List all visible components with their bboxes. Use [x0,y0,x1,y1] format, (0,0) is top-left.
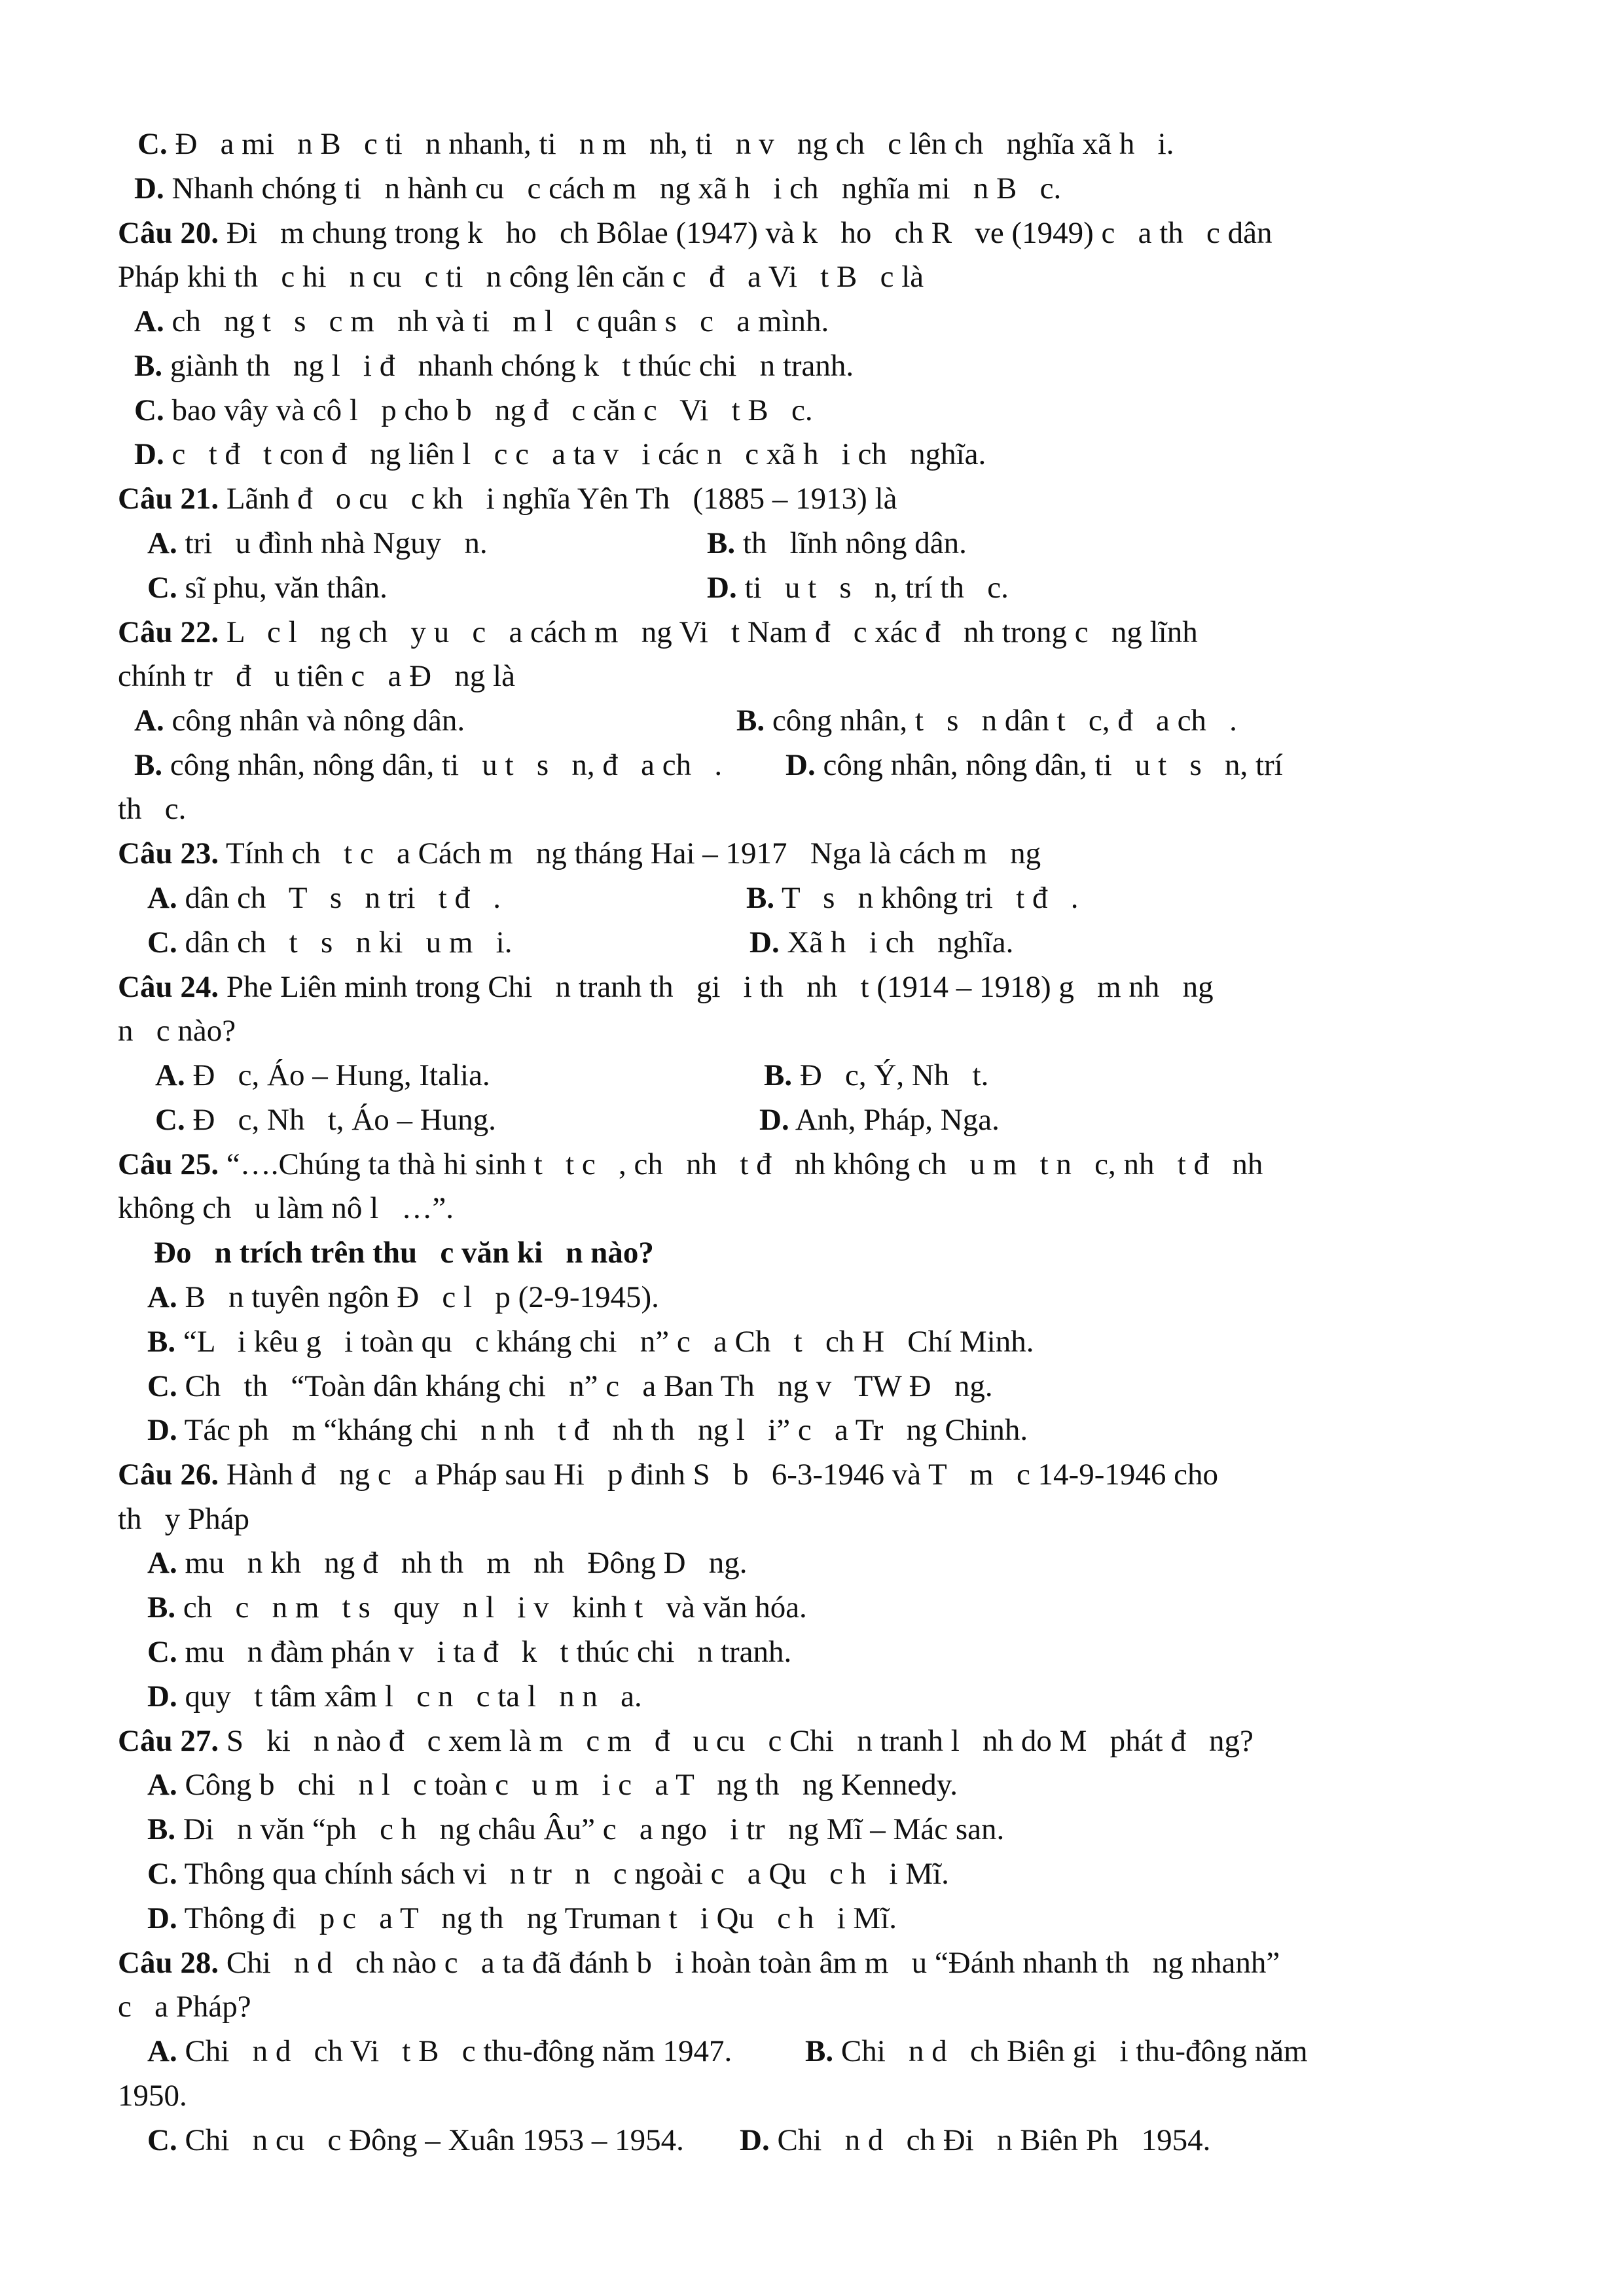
text-line [134,435,986,474]
line-label: B. [147,1590,176,1624]
line-text: c t đ t con đ ng liên l c c a ta v i các n c xã h i ch nghĩa. [164,437,986,471]
line-text: th y Pháp [118,1502,250,1536]
line-label: A. [147,526,177,560]
line-text: c a Pháp? [118,1990,251,2024]
line-label: B. [134,748,163,782]
line-text: Tác ph m “kháng chi n nh t đ nh th ng l i” c a Tr ng Chinh. [177,1413,1028,1447]
line-label: D. [134,437,164,471]
text-line [147,1810,1004,1849]
line-label: Câu 26. [118,1458,219,1492]
line-text: Thông qua chính sách vi n tr n c ngoài c a Qu c h i Mĩ. [177,1857,949,1891]
text-line [147,568,1009,607]
text-line [137,124,1174,164]
line-text: quy t tâm xâm l c n c ta l n n a. [177,1679,642,1713]
line-label: C. [147,925,177,960]
line-label: D. [740,2123,770,2157]
line-text: Tính ch t c a Cách m ng tháng Hai – 1917 Nga là cách m ng [219,836,1041,870]
line-label: B. [764,1058,793,1092]
line-text: tri u đình nhà Nguy n. [177,526,488,560]
line-text: Chi n d ch Đi n Biên Ph 1954. [769,2123,1211,2157]
line-text: ch c n m t s quy n l i v kinh t và văn hóa. [175,1590,807,1624]
text-line [147,1899,897,1938]
line-label: Câu 25. [118,1147,219,1181]
line-text: S ki n nào đ c xem là m c m đ u cu c Chi n tranh l nh do M phát đ ng? [219,1724,1254,1758]
line-text: th lĩnh nông dân. [735,526,967,560]
line-text: Thông đi p c a T ng th ng Truman t i Qu c h i Mĩ. [177,1901,897,1935]
line-text: không ch u làm nô l …”. [118,1191,454,1225]
text-line [118,789,186,829]
line-label: D. [707,571,737,605]
second-option [764,1056,988,1095]
line-text: Hành đ ng c a Pháp sau Hi p đinh S b 6-3-1946 và T m c 14-9-1946 cho [219,1458,1218,1492]
text-line [147,2032,1308,2071]
line-label: Câu 22. [118,615,219,649]
second-option [805,2032,1308,2071]
line-text: ch ng t s c m nh và ti m l c quân s c a mình. [164,304,829,338]
text-line [118,257,924,296]
line-text: “….Chúng ta thà hi sinh t t c , ch nh t đ nh không ch u m t n c, nh t đ nh [219,1147,1263,1181]
text-line [134,701,1237,740]
line-text: 1950. [118,2079,187,2113]
line-label: B. [147,1812,176,1846]
text-line [155,1100,1000,1139]
text-line [134,745,1283,785]
line-text: công nhân, nông dân, ti u t s n, trí [815,748,1283,782]
line-label: D. [785,748,816,782]
line-label: B. [707,526,736,560]
line-label: Câu 21. [118,482,219,516]
line-text: Chi n d ch Vi t B c thu-đông năm 1947. [177,2034,732,2068]
line-label: D. [147,1413,177,1447]
line-text: dân ch T s n tri t đ . [177,881,501,915]
text-line [147,1588,807,1627]
text-line [118,2076,187,2115]
line-label: B. [736,704,765,738]
text-line [118,1987,251,2026]
text-line [118,1499,249,1539]
text-line [118,1455,1218,1494]
text-line [118,1189,454,1228]
line-label: C. [147,1369,177,1403]
text-line [147,1367,993,1406]
text-line [134,302,829,341]
line-text: Đi m chung trong k ho ch Bôlae (1947) và k ho ch R ve (1949) c a th c dân [219,216,1272,250]
line-text: mu n kh ng đ nh th m nh Đông D ng. [177,1546,748,1580]
line-label: A. [134,704,164,738]
line-text: sĩ phu, văn thân. [177,571,388,605]
second-option [736,701,1237,740]
second-option [759,1100,1000,1139]
line-text: Nhanh chóng ti n hành cu c cách m ng xã h i ch nghĩa mi n B c. [164,171,1062,206]
text-line [118,834,1041,873]
line-text: Xã h i ch nghĩa. [779,925,1014,960]
line-label: Câu 23. [118,836,219,870]
text-line [147,1278,659,1317]
line-label: C. [147,571,177,605]
line-label: D. [147,1901,177,1935]
line-label: C. [147,1635,177,1669]
text-line [147,1322,1034,1361]
line-label: Câu 28. [118,1946,219,1980]
line-text: Chi n d ch nào c a ta đã đánh b i hoàn toàn âm m u “Đánh nhanh th ng nhanh” [219,1946,1280,1980]
line-label: D. [749,925,780,960]
line-label: A. [134,304,164,338]
line-text: Di n văn “ph c h ng châu Âu” c a ngo i tr ng Mĩ – Mác san. [175,1812,1005,1846]
text-line [155,1056,989,1095]
second-option [740,2121,1210,2160]
line-label: B. [746,881,775,915]
line-text: chính tr đ u tiên c a Đ ng là [118,659,515,693]
second-option [749,923,1013,962]
line-label: B. [147,1325,176,1359]
text-line [118,656,515,696]
line-text: ti u t s n, trí th c. [736,571,1009,605]
line-text: Chi n cu c Đông – Xuân 1953 – 1954. [177,2123,684,2157]
text-line [118,479,897,518]
line-label: C. [134,393,164,427]
line-text: Đ c, Ý, Nh t. [792,1058,989,1092]
line-text: th c. [118,792,187,826]
text-line [118,213,1272,253]
text-line [134,169,1061,208]
line-text: công nhân, t s n dân t c, đ a ch . [765,704,1237,738]
line-label: A. [147,1546,177,1580]
line-label: C. [137,127,168,161]
text-line [118,1721,1254,1761]
line-text: bao vây và cô l p cho b ng đ c căn c Vi t B c. [164,393,813,427]
text-line [134,391,813,430]
line-text: giành th ng l i đ nhanh chóng k t thúc chi n tranh. [162,349,854,383]
line-label: A. [147,881,177,915]
line-text: Chi n d ch Biên gi i thu-đông năm [833,2034,1308,2068]
line-label: C. [147,1857,177,1891]
line-text: Đ a mi n B c ti n nhanh, ti n m nh, ti n v ng ch c lên ch nghĩa xã h i. [167,127,1174,161]
text-line [147,1410,1028,1450]
line-label: A. [147,1768,177,1802]
line-text: Đ c, Áo – Hung, Italia. [185,1058,490,1092]
line-text: Anh, Pháp, Nga. [789,1103,1000,1137]
second-option [785,745,1283,785]
line-text: công nhân và nông dân. [164,704,465,738]
line-text: Lãnh đ o cu c kh i nghĩa Yên Th (1885 – 1913) là [219,482,897,516]
line-label: Câu 27. [118,1724,219,1758]
text-line [147,878,1079,918]
line-text: “L i kêu g i toàn qu c kháng chi n” c a Ch t ch H Chí Minh. [175,1325,1034,1359]
line-label: Câu 20. [118,216,219,250]
text-line [147,1632,791,1672]
text-line [118,1011,236,1050]
second-option [707,524,967,563]
line-text: n c nào? [118,1014,236,1048]
text-line [147,524,967,563]
text-line [118,1145,1263,1184]
line-label: B. [805,2034,834,2068]
text-line [147,1543,748,1583]
line-text: Đ c, Nh t, Áo – Hung. [185,1103,496,1137]
text-line [147,1854,949,1893]
line-text: T s n không tri t đ . [774,881,1079,915]
line-text: dân ch t s n ki u m i. [177,925,513,960]
text-line [147,923,1014,962]
text-line [134,346,854,386]
line-text: Ch th “Toàn dân kháng chi n” c a Ban Th ng v TW Đ ng. [177,1369,993,1403]
text-line [154,1233,654,1272]
line-text: Đo n trích trên thu c văn ki n nào? [154,1236,654,1270]
line-text: mu n đàm phán v i ta đ k t thúc chi n tranh. [177,1635,792,1669]
line-text: L c l ng ch y u c a cách m ng Vi t Nam đ c xác đ nh trong c ng lĩnh [219,615,1198,649]
line-text: công nhân, nông dân, ti u t s n, đ a ch . [162,748,723,782]
line-text: B n tuyên ngôn Đ c l p (2-9-1945). [177,1280,659,1314]
line-text: Công b chi n l c toàn c u m i c a T ng th ng Kennedy. [177,1768,958,1802]
line-label: D. [147,1679,177,1713]
line-label: D. [759,1103,789,1137]
second-option [746,878,1079,918]
text-line [147,1765,958,1804]
line-label: C. [147,2123,177,2157]
line-label: A. [147,2034,177,2068]
line-label: C. [155,1103,185,1137]
text-line [118,613,1198,652]
text-line [147,2121,1211,2160]
line-label: D. [134,171,164,206]
line-label: B. [134,349,163,383]
line-text: Pháp khi th c hi n cu c ti n công lên căn c đ a Vi t B c là [118,260,924,294]
line-label: A. [155,1058,185,1092]
text-line [147,1677,642,1716]
text-line [118,1943,1280,1982]
text-line [118,967,1214,1007]
line-label: A. [147,1280,177,1314]
line-label: Câu 24. [118,970,219,1004]
line-text: Phe Liên minh trong Chi n tranh th gi i th nh t (1914 – 1918) g m nh ng [219,970,1214,1004]
second-option [707,568,1009,607]
